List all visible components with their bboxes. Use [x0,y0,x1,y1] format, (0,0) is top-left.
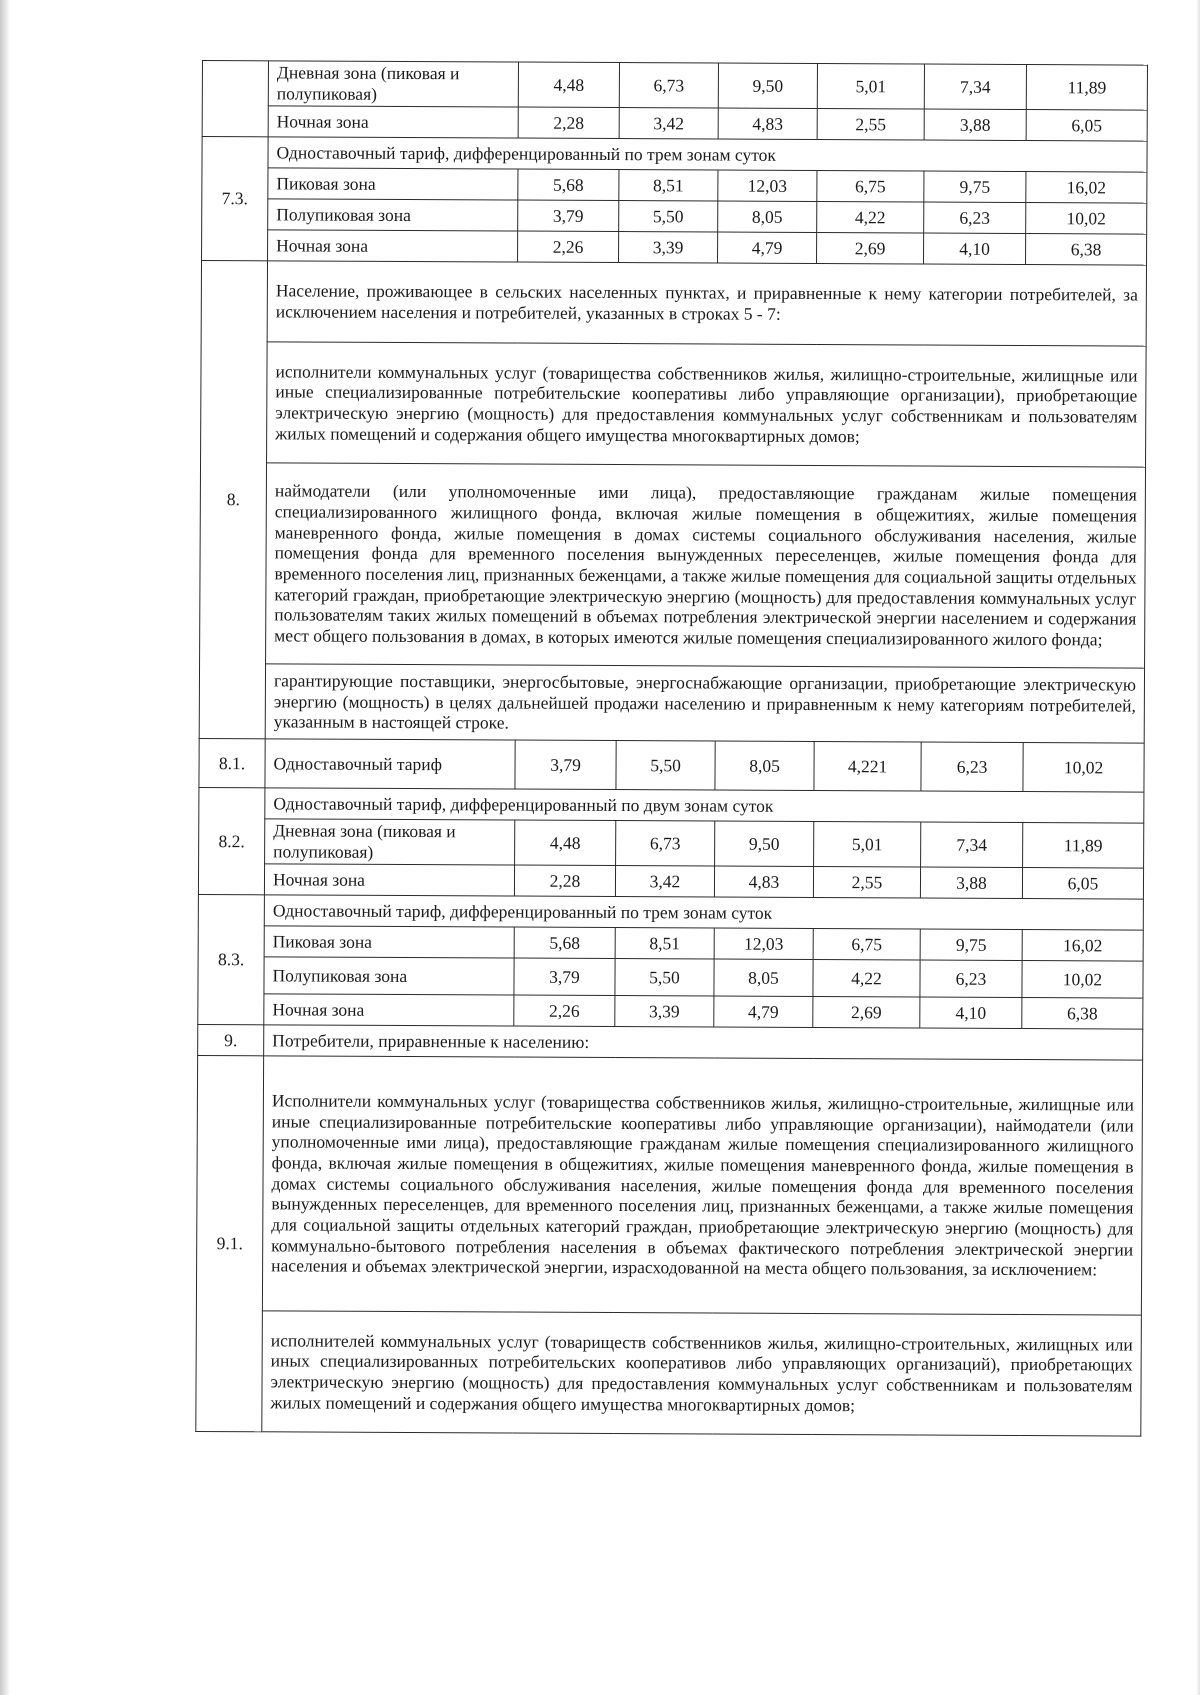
value-cell: 4,83 [714,866,813,897]
table-row [202,61,1147,111]
zone-label: Пиковая зона [264,926,514,958]
value-cell: 4,22 [817,202,924,234]
table-row [199,738,1144,792]
value-cell: 6,05 [1022,868,1143,900]
table-row [202,230,1147,266]
value-cell: 11,89 [1023,823,1144,869]
value-cell: 8,51 [619,170,718,201]
zone-label: Ночная зона [268,106,518,138]
tariff-table [195,60,1148,1437]
value-cell: 2,28 [518,107,619,138]
value-cell: 8,05 [714,959,813,996]
value-cell: 4,22 [813,959,920,997]
value-cell: 2,28 [514,865,615,896]
value-cell: 3,39 [619,232,718,263]
value-cell: 12,03 [714,928,813,959]
value-cell: 6,73 [616,821,715,866]
zone-label: Пиковая зона [268,168,518,200]
value-cell: 3,88 [920,867,1022,898]
table-row [196,1055,1142,1315]
zone-label: Ночная зона [264,994,514,1026]
table-row [201,341,1147,467]
value-cell: 4,10 [924,233,1026,264]
section-intro: Население, проживающее в сельских населенных пунктах, и приравненные к нему категории потребителей, за исключением населения и потребителей, указанных в строках 5 - 7: [267,261,1146,346]
value-cell: 5,50 [619,201,718,232]
value-cell: 3,42 [615,866,714,897]
value-cell: 8,05 [718,201,817,232]
value-cell: 16,02 [1022,930,1143,962]
row-number: 8.3. [198,894,265,1024]
value-cell: 2,69 [813,996,920,1028]
table-row [196,1310,1142,1436]
value-cell: 4,83 [718,108,817,139]
value-cell: 3,79 [514,958,615,995]
value-cell: 4,79 [718,232,817,263]
value-cell: 3,39 [615,996,714,1027]
table-row [202,199,1147,235]
value-cell: 10,02 [1022,961,1143,999]
value-cell: 4,48 [515,820,616,865]
value-cell: 9,75 [924,171,1026,202]
value-cell: 3,88 [924,109,1026,140]
paragraph: наймодатели (или уполномоченные ими лица), предоставляющие гражданам жилые помещения специализированного жилищного фонда, включая жилые помещения в общежитиях, жилые помещения маневренного фонда, жилые помещения в домах системы социального обслуживания населения, жилые помещения фонда для временного поселения вынужденных переселенцев, жилые помещения фонда для временного поселения лиц, признанных беженцами, а также жилые помещения для социальной защиты отдельных категорий граждан, приобретающие электрическую энергию (мощность) для предоставления коммунальных услуг пользователям таких жилых помещений в объемах потребления электрической энергии населением и содержания мест общего пользования в домах, в которых имеются жилые помещения специализированного жилого фонда; [266,463,1146,668]
value-cell: 5,01 [817,64,924,110]
value-cell: 6,23 [924,202,1026,233]
value-cell: 2,69 [817,233,924,265]
table-row [198,925,1143,961]
value-cell: 4,10 [920,997,1022,1028]
row-number: 8. [199,261,267,739]
zone-label: Одноставочный тариф [265,739,515,789]
table-row [198,894,1143,930]
value-cell: 5,50 [616,741,715,790]
zone-label: Дневная зона (пиковая и полупиковая) [265,819,515,865]
table-row [200,462,1146,668]
document-page [195,60,1147,1437]
value-cell: 3,79 [515,740,616,789]
value-cell: 3,79 [518,200,619,231]
row-number: 7.3. [202,137,269,261]
paragraph: Исполнители коммунальных услуг (товарищества собственников жилья, жилищно-строительные, жилищные или иные специализированные потребительские кооперативы либо управляющие организации), наймодатели (или уполномоченные ими лица), предоставляющие гражданам жилые помещения специализированного жилищного фонда, включая жилые помещения в общежитиях, жилые помещения маневренного фонда, жилые помещения в домах системы социального обслуживания населения, жилые помещения фонда для временного поселения вынужденных переселенцев, для временного поселения лиц, признанных беженцами, а также жилые помещения для социальной защиты отдельных категорий граждан, приобретающие электрическую энергию (мощность) для коммунально-бытового потребления населения в объемах фактического потребления электрической энергии населения и объемах электрической энергии, израсходованной на места общего пользования, за исключением: [262,1056,1142,1315]
row-number [202,61,268,137]
row-number: 9. [198,1024,264,1055]
table-row [199,818,1144,868]
table-row [198,956,1143,998]
value-cell: 2,26 [518,231,619,262]
value-cell: 4,221 [814,741,921,791]
section-heading: Потребители, приравненные к населению: [264,1025,1143,1060]
value-cell: 3,42 [619,108,718,139]
value-cell: 16,02 [1026,172,1147,204]
value-cell: 6,75 [817,171,924,203]
table-row [202,137,1147,173]
value-cell: 11,89 [1026,65,1147,111]
value-cell: 8,05 [715,741,814,790]
value-cell: 6,23 [920,960,1022,997]
value-cell: 2,26 [514,995,615,1026]
value-cell: 9,50 [715,821,814,866]
value-cell: 9,75 [920,929,1022,960]
table-row [201,261,1146,347]
value-cell: 9,50 [718,63,817,108]
value-cell: 6,38 [1026,234,1147,266]
value-cell: 2,55 [817,109,924,141]
section-heading: Одноставочный тариф, дифференцированный по трем зонам суток [268,137,1147,172]
row-number: 8.1. [199,738,265,787]
value-cell: 7,34 [921,822,1023,867]
table-row [202,106,1147,142]
value-cell: 6,73 [619,63,718,108]
value-cell: 10,02 [1023,743,1144,793]
value-cell: 4,48 [518,62,619,107]
value-cell: 5,68 [514,927,615,958]
table-row [198,863,1143,899]
value-cell: 6,05 [1026,110,1147,142]
table-row [198,1024,1143,1060]
value-cell: 5,68 [518,169,619,200]
value-cell: 8,51 [615,928,714,959]
section-heading: Одноставочный тариф, дифференцированный по двум зонам суток [265,788,1144,823]
table-row [202,168,1147,204]
table-row [199,663,1144,743]
value-cell: 6,38 [1022,998,1143,1030]
scan-left-edge [0,0,10,1695]
value-cell: 4,79 [714,996,813,1027]
zone-label: Ночная зона [268,230,518,262]
table-row [198,993,1143,1029]
value-cell: 12,03 [718,170,817,201]
zone-label: Полупиковая зона [268,199,518,231]
table-row [199,787,1144,823]
value-cell: 6,75 [813,928,920,960]
zone-label: Ночная зона [264,864,514,896]
zone-label: Дневная зона (пиковая и полупиковая) [268,61,518,107]
section-heading: Одноставочный тариф, дифференцированный по трем зонам суток [264,895,1143,930]
value-cell: 2,55 [813,866,920,898]
value-cell: 7,34 [924,64,1026,109]
zone-label: Полупиковая зона [264,957,514,995]
value-cell: 10,02 [1026,203,1147,235]
value-cell: 6,23 [921,742,1023,791]
value-cell: 5,01 [814,821,921,867]
row-number: 9.1. [196,1055,264,1431]
row-number: 8.2. [198,787,265,894]
paragraph: исполнителей коммунальных услуг (товариществ собственников жилья, жилищно-строительных, жилищных или иных специализированных потребительских кооперативов либо управляющих организаций), приобретающих электрическую энергию (мощность) для предоставления коммунальных услуг собственникам и пользователям жилых помещений и содержания общего имущества многоквартирных домов; [262,1311,1142,1436]
scan-right-edge [1196,0,1200,1695]
paragraph: гарантирующие поставщики, энергосбытовые, энергоснабжающие организации, приобретающие электрическую энергию (мощность) в целях дальнейшей продажи населению и приравненным к нему категориям потребителей, указанным в настоящей строке. [265,664,1144,743]
value-cell: 5,50 [615,959,714,996]
paragraph: исполнители коммунальных услуг (товарищества собственников жилья, жилищно-строительные, жилищные или иные специализированные потребительские кооперативы либо управляющие организации), приобретающие электрическую энергию (мощность) для предоставления коммунальных услуг собственникам и пользователям жилых помещений и содержания общего имущества многоквартирных домов; [267,342,1147,467]
